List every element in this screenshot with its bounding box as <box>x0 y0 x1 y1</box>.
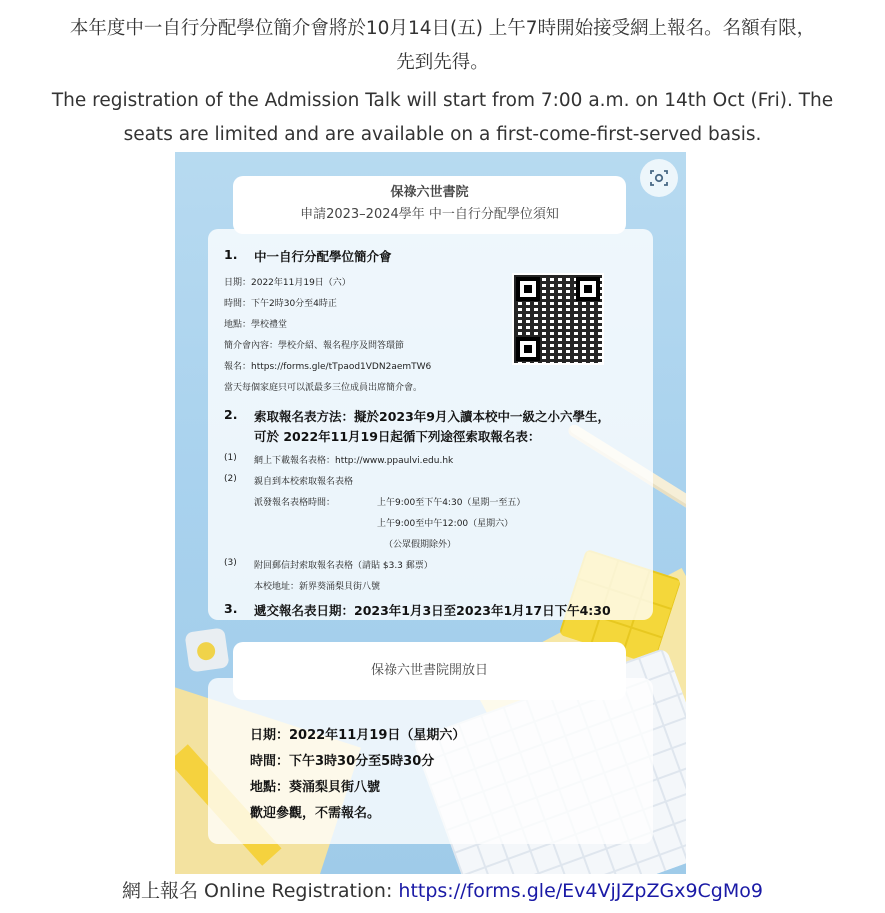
registration-link[interactable]: https://forms.gle/Ev4VjJZpZGx9CgMo9 <box>398 880 763 902</box>
talk-time: 時間：下午2時30分至4時正 <box>224 299 337 309</box>
open-day-title-card <box>233 642 626 700</box>
method2-in-person: 親自到本校索取報名表格 <box>254 477 354 487</box>
intro-chinese <box>0 12 885 80</box>
method2-number: (2) <box>224 474 237 484</box>
method3-number: (3) <box>224 558 237 568</box>
section1-number: 1. <box>224 247 238 262</box>
qr-finder <box>576 277 600 301</box>
section1-heading: 中一自行分配學位簡介會 <box>254 249 392 264</box>
method3-mail: 附回郵信封索取報名表格（請貼 $3.3 郵票） <box>254 561 433 571</box>
qr-code-icon <box>512 273 604 365</box>
open-day-title: 保祿六世書院開放日 <box>370 663 488 678</box>
distribution-time-label: 派發報名表格時間： <box>254 498 336 508</box>
open-day-welcome: 歡迎參觀，不需報名。 <box>250 806 381 821</box>
distribution-time-saturday: 上午9:00至中午12:00（星期六） <box>377 519 514 529</box>
section3-number: 3. <box>224 601 238 616</box>
distribution-holiday-note: （公眾假期除外） <box>384 540 457 550</box>
lens-icon-svg <box>649 168 669 188</box>
intro-english <box>0 84 885 152</box>
poster-main-card <box>208 229 653 620</box>
section2-heading-line2: 可於 2022年11月19日起循下列途徑索取報名表： <box>254 429 541 444</box>
open-day-venue: 地點：葵涌梨貝街八號 <box>250 780 381 795</box>
poster-school-name: 保祿六世書院 <box>390 185 469 200</box>
method1-number: (1) <box>224 453 237 463</box>
school-address: 本校地址：新界葵涌梨貝街八號 <box>254 582 381 592</box>
method1-download: 網上下載報名表格：http://www.ppaulvi.edu.hk <box>254 456 454 466</box>
intro-en-line2: seats are limited and are available on a first-come-first-served basis. <box>123 124 762 145</box>
section2-heading-line1: 索取報名表方法：擬於2023年9月入讀本校中一級之小六學生， <box>254 409 610 424</box>
open-day-time: 時間：下午3時30分至5時30分 <box>250 754 435 769</box>
camera-lens-icon[interactable] <box>640 159 678 197</box>
admission-poster-image <box>175 152 686 874</box>
online-registration-line <box>0 876 885 903</box>
clip-decor <box>184 627 229 672</box>
intro-en-line1: The registration of the Admission Talk will start from 7:00 a.m. on 14th Oct (Fri). The <box>51 90 834 111</box>
distribution-time-weekday: 上午9:00至下午4:30（星期一至五） <box>377 498 526 508</box>
qr-finder <box>516 337 540 361</box>
registration-label: 網上報名 Online Registration: <box>122 880 399 902</box>
open-day-date: 日期：2022年11月19日（星期六） <box>250 728 466 743</box>
talk-venue: 地點：學校禮堂 <box>224 320 288 330</box>
talk-date: 日期：2022年11月19日（六） <box>224 278 351 288</box>
talk-content: 簡介會內容：學校介紹、報名程序及問答環節 <box>224 341 405 351</box>
open-day-card <box>208 678 653 844</box>
section2-number: 2. <box>224 407 238 422</box>
talk-note: 當天每個家庭只可以派最多三位成員出席簡介會。 <box>224 383 423 393</box>
section3-heading: 遞交報名表日期：2023年1月3日至2023年1月17日下午4:30 <box>254 603 611 618</box>
intro-zh-line1: 本年度中一自行分配學位簡介會將於10月14日(五) 上午7時開始接受網上報名。名額有限， <box>69 18 816 39</box>
qr-finder <box>516 277 540 301</box>
talk-register-link: 報名：https://forms.gle/tTpaod1VDN2aemTW6 <box>224 362 432 372</box>
poster-title-card <box>233 176 626 234</box>
poster-notice-title: 申請2023–2024學年 中一自行分配學位須知 <box>300 207 559 222</box>
intro-zh-line2: 先到先得。 <box>396 52 489 73</box>
